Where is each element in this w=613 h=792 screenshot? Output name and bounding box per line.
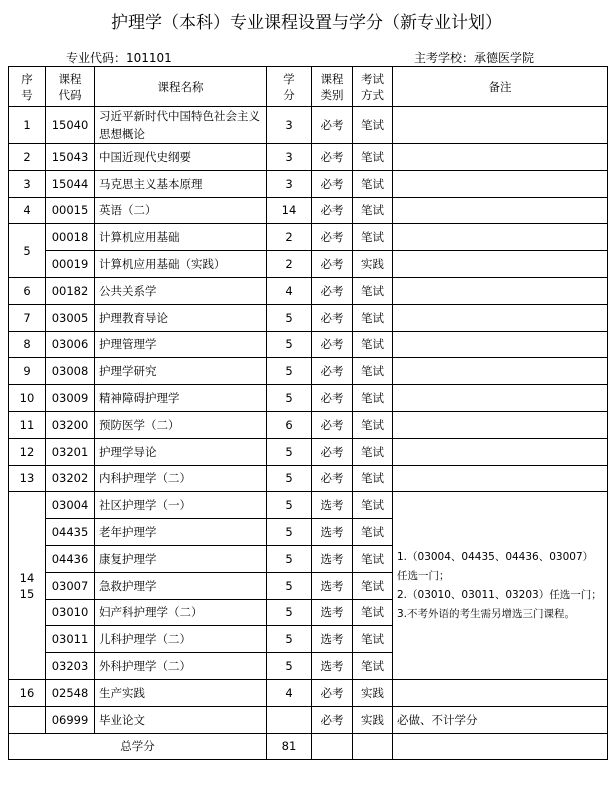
cell-credit: 5	[267, 599, 312, 626]
cell-type: 必考	[312, 197, 353, 224]
exam-school: 主考学校：承德医学院	[414, 51, 535, 65]
cell-exam: 笔试	[353, 599, 393, 626]
cell-type: 必考	[312, 358, 353, 385]
cell-seq: 8	[9, 331, 46, 358]
cell-exam: 笔试	[353, 653, 393, 680]
table-row	[9, 438, 608, 465]
cell-code: 03004	[46, 492, 95, 519]
cell-exam: 笔试	[353, 107, 393, 144]
cell-note	[393, 170, 608, 197]
cell-name: 中国近现代史纲要	[95, 144, 267, 171]
cell-seq: 5	[9, 224, 46, 278]
cell-seq: 1	[9, 107, 46, 144]
cell-type: 必考	[312, 331, 353, 358]
cell-type: 选考	[312, 519, 353, 546]
cell-seq: 12	[9, 438, 46, 465]
cell-exam: 笔试	[353, 411, 393, 438]
cell-exam: 笔试	[353, 304, 393, 331]
cell-credit: 4	[267, 277, 312, 304]
group-note	[393, 492, 608, 680]
table-row	[9, 411, 608, 438]
cell-exam: 笔试	[353, 144, 393, 171]
table-row	[9, 358, 608, 385]
cell-type: 选考	[312, 626, 353, 653]
cell-name: 儿科护理学（二）	[95, 626, 267, 653]
cell-name: 社区护理学（一）	[95, 492, 267, 519]
header-type: 课程 类别	[312, 67, 353, 107]
group-note-line-1: 1.（03004、04435、04436、03007）任选一门；	[397, 550, 594, 582]
cell-type: 必考	[312, 385, 353, 412]
cell-seq: 2	[9, 144, 46, 171]
cell-exam: 笔试	[353, 572, 393, 599]
header-code: 课程 代码	[46, 67, 95, 107]
cell-note	[393, 251, 608, 278]
cell-code: 03203	[46, 653, 95, 680]
cell-seq: 11	[9, 411, 46, 438]
cell-exam: 实践	[353, 251, 393, 278]
cell-credit: 5	[267, 492, 312, 519]
cell-seq: 16	[9, 679, 46, 706]
cell-name: 急救护理学	[95, 572, 267, 599]
cell-type: 必考	[312, 411, 353, 438]
cell-name: 习近平新时代中国特色社会主义思想概论	[95, 107, 267, 144]
cell-note	[393, 224, 608, 251]
cell-exam: 笔试	[353, 438, 393, 465]
cell-note	[393, 385, 608, 412]
cell-credit: 5	[267, 572, 312, 599]
cell-name: 生产实践	[95, 679, 267, 706]
cell-code: 15040	[46, 107, 95, 144]
table-row	[9, 107, 608, 144]
group-note-line-3: 3.不考外语的考生需另增选三门课程。	[397, 607, 576, 620]
cell-exam: 笔试	[353, 492, 393, 519]
cell-exam: 笔试	[353, 197, 393, 224]
table-row	[9, 197, 608, 224]
cell-seq: 7	[9, 304, 46, 331]
table-row	[9, 385, 608, 412]
header-credit: 学 分	[267, 67, 312, 107]
cell-code: 06999	[46, 706, 95, 733]
cell-note	[393, 358, 608, 385]
cell-credit: 14	[267, 197, 312, 224]
cell-code: 00015	[46, 197, 95, 224]
cell-code: 03010	[46, 599, 95, 626]
cell-type: 必考	[312, 144, 353, 171]
header-name: 课程名称	[95, 67, 267, 107]
cell-note	[393, 304, 608, 331]
course-table	[8, 66, 608, 760]
table-header-row	[9, 67, 608, 107]
cell-name: 公共关系学	[95, 277, 267, 304]
table-row	[9, 277, 608, 304]
cell-credit: 5	[267, 358, 312, 385]
cell-code: 03006	[46, 331, 95, 358]
cell-credit: 5	[267, 304, 312, 331]
total-empty-note	[393, 733, 608, 760]
cell-code: 03011	[46, 626, 95, 653]
cell-seq: 10	[9, 385, 46, 412]
cell-credit: 4	[267, 679, 312, 706]
cell-name: 外科护理学（二）	[95, 653, 267, 680]
cell-code: 03201	[46, 438, 95, 465]
cell-exam: 笔试	[353, 465, 393, 492]
cell-credit: 2	[267, 251, 312, 278]
header-seq: 序 号	[9, 67, 46, 107]
cell-note	[393, 277, 608, 304]
cell-code: 03009	[46, 385, 95, 412]
cell-name: 护理学研究	[95, 358, 267, 385]
cell-note	[393, 411, 608, 438]
cell-type: 选考	[312, 492, 353, 519]
cell-code: 04435	[46, 519, 95, 546]
cell-credit: 3	[267, 107, 312, 144]
cell-type: 必考	[312, 679, 353, 706]
cell-exam: 笔试	[353, 224, 393, 251]
cell-name: 康复护理学	[95, 545, 267, 572]
major-code: 专业代码：101101	[66, 51, 172, 65]
cell-credit: 2	[267, 224, 312, 251]
cell-seq: 9	[9, 358, 46, 385]
cell-seq: 6	[9, 277, 46, 304]
cell-credit: 5	[267, 438, 312, 465]
cell-credit: 5	[267, 465, 312, 492]
cell-credit: 5	[267, 545, 312, 572]
table-row	[9, 492, 608, 519]
cell-exam: 笔试	[353, 385, 393, 412]
cell-code: 03007	[46, 572, 95, 599]
cell-exam: 笔试	[353, 331, 393, 358]
cell-seq: 3	[9, 170, 46, 197]
total-empty-type	[312, 733, 353, 760]
cell-exam: 实践	[353, 706, 393, 733]
cell-name: 内科护理学（二）	[95, 465, 267, 492]
table-row	[9, 170, 608, 197]
page-title: 护理学（本科）专业课程设置与学分（新专业计划）	[111, 13, 502, 33]
cell-name: 马克思主义基本原理	[95, 170, 267, 197]
cell-type: 选考	[312, 653, 353, 680]
cell-name: 妇产科护理学（二）	[95, 599, 267, 626]
total-row	[9, 733, 608, 760]
table-row	[9, 304, 608, 331]
group-note-line-2: 2.（03010、03011、03203）任选一门；	[397, 588, 602, 601]
cell-exam: 笔试	[353, 545, 393, 572]
table-row	[9, 706, 608, 733]
cell-exam: 笔试	[353, 358, 393, 385]
cell-seq	[9, 706, 46, 733]
cell-type: 必考	[312, 224, 353, 251]
cell-name: 英语（二）	[95, 197, 267, 224]
cell-exam: 笔试	[353, 626, 393, 653]
cell-seq-group: 14 15	[9, 492, 46, 680]
cell-exam: 笔试	[353, 170, 393, 197]
cell-name: 老年护理学	[95, 519, 267, 546]
cell-note	[393, 465, 608, 492]
cell-code: 03202	[46, 465, 95, 492]
cell-name: 护理学导论	[95, 438, 267, 465]
cell-exam: 笔试	[353, 277, 393, 304]
cell-credit: 3	[267, 144, 312, 171]
cell-credit: 6	[267, 411, 312, 438]
cell-name: 计算机应用基础	[95, 224, 267, 251]
cell-seq: 4	[9, 197, 46, 224]
cell-type: 必考	[312, 277, 353, 304]
cell-type: 必考	[312, 438, 353, 465]
cell-note	[393, 197, 608, 224]
cell-note: 必做、不计学分	[393, 706, 608, 733]
cell-type: 选考	[312, 572, 353, 599]
total-value: 81	[267, 733, 312, 760]
cell-code: 02548	[46, 679, 95, 706]
table-row	[9, 465, 608, 492]
cell-type: 选考	[312, 545, 353, 572]
header-exam: 考试 方式	[353, 67, 393, 107]
cell-note	[393, 107, 608, 144]
table-row	[9, 331, 608, 358]
header-note: 备注	[393, 67, 608, 107]
cell-type: 必考	[312, 107, 353, 144]
cell-name: 毕业论文	[95, 706, 267, 733]
cell-code: 03005	[46, 304, 95, 331]
cell-name: 计算机应用基础（实践）	[95, 251, 267, 278]
cell-credit: 3	[267, 170, 312, 197]
cell-type: 必考	[312, 304, 353, 331]
cell-credit: 5	[267, 626, 312, 653]
cell-name: 护理管理学	[95, 331, 267, 358]
cell-code: 03200	[46, 411, 95, 438]
cell-code: 04436	[46, 545, 95, 572]
table-row	[9, 144, 608, 171]
table-row	[9, 679, 608, 706]
cell-type: 必考	[312, 706, 353, 733]
total-label: 总学分	[9, 733, 267, 760]
cell-credit: 5	[267, 385, 312, 412]
cell-seq: 13	[9, 465, 46, 492]
cell-type: 选考	[312, 599, 353, 626]
cell-credit: 5	[267, 331, 312, 358]
cell-name: 护理教育导论	[95, 304, 267, 331]
cell-name: 精神障碍护理学	[95, 385, 267, 412]
cell-code: 00182	[46, 277, 95, 304]
cell-code: 15044	[46, 170, 95, 197]
cell-note	[393, 144, 608, 171]
cell-exam: 笔试	[353, 519, 393, 546]
cell-type: 必考	[312, 170, 353, 197]
cell-code: 00019	[46, 251, 95, 278]
table-row	[9, 251, 608, 278]
cell-name: 预防医学（二）	[95, 411, 267, 438]
cell-exam: 实践	[353, 679, 393, 706]
total-empty-exam	[353, 733, 393, 760]
cell-credit: 5	[267, 519, 312, 546]
cell-credit	[267, 706, 312, 733]
cell-code: 00018	[46, 224, 95, 251]
cell-note	[393, 438, 608, 465]
table-row	[9, 224, 608, 251]
cell-type: 必考	[312, 251, 353, 278]
cell-code: 15043	[46, 144, 95, 171]
cell-note	[393, 331, 608, 358]
cell-code: 03008	[46, 358, 95, 385]
cell-credit: 5	[267, 653, 312, 680]
cell-type: 必考	[312, 465, 353, 492]
cell-note	[393, 679, 608, 706]
